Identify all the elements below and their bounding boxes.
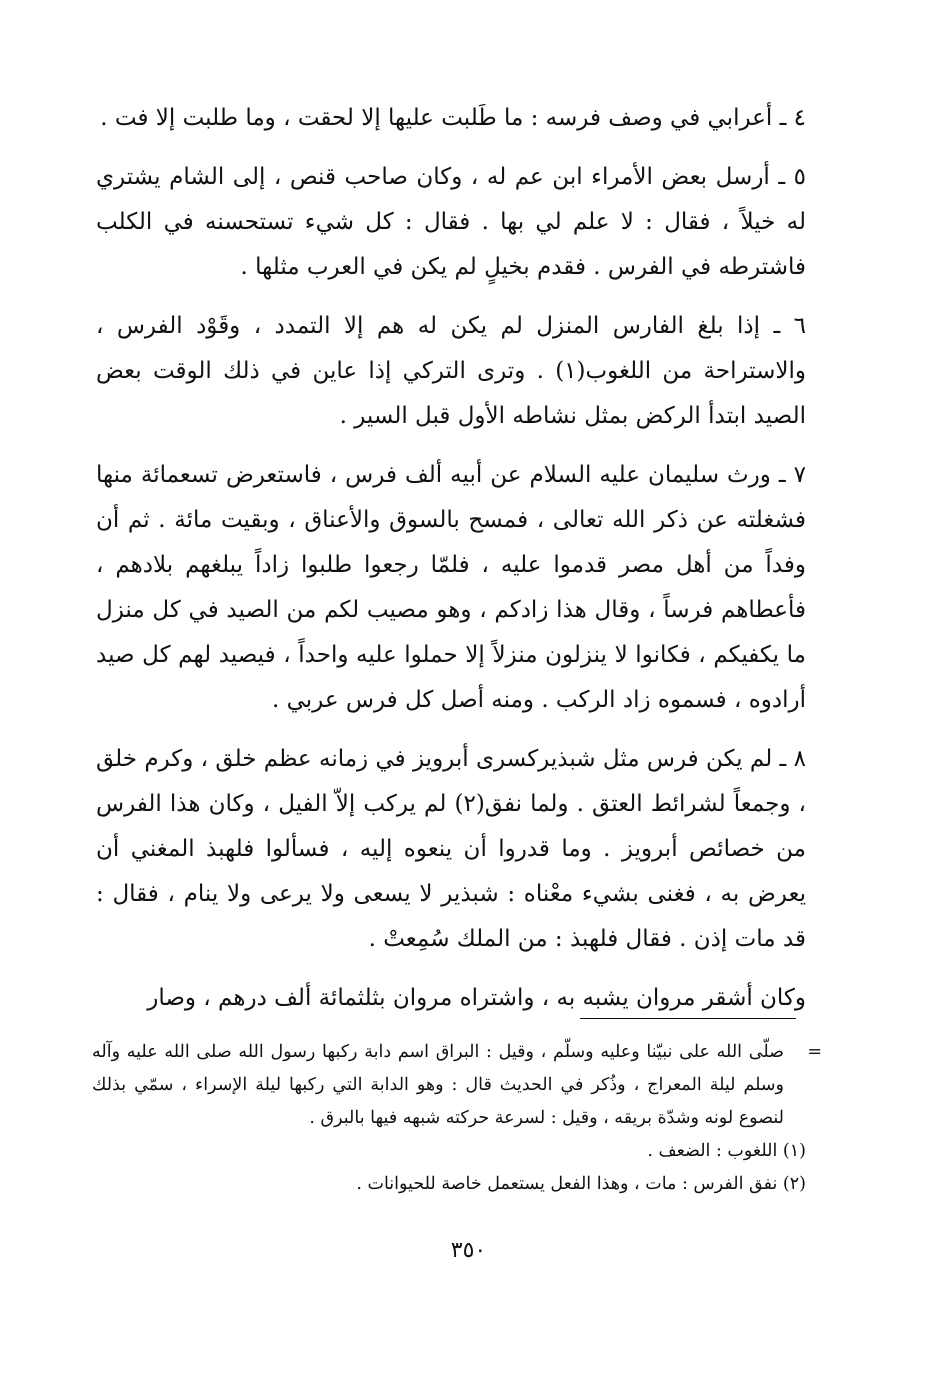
footnote-separator (580, 1018, 796, 1019)
footnote-continuation: صلّى الله على نبيّنا وعليه وسلّم ، وقيل : البراق اسم دابة ركبها رسول الله صلى الله عليه وآله وسلم ليلة المعراج ، وذُكر في الحديث قال : وهو الدابة التي ركبها ليلة الإسراء ، سمّي بذلك لنصوع لونه وشدّة بريقه ، وقيل : لسرعة حركته شبهه فيها بالبرق . (92, 1042, 784, 1128)
footnote-1: (١) اللغوب : الضعف . (647, 1141, 806, 1161)
paragraph-continuation: وكان أشقر مروان يشبه به ، واشتراه مروان بثلثمائة ألف درهم ، وصار (147, 985, 806, 1011)
paragraph-6: ٦ ـ إذا بلغ الفارس المنزل لم يكن له هم إلا التمدد ، وقَوْد الفرس ، والاستراحة من اللغوب(١) . وترى التركي إذا عاين في ذلك الوقت بعض الصيد ابتدأ الركض بمثل نشاطه الأول قبل السير . (96, 313, 806, 429)
paragraph-8: ٨ ـ لم يكن فرس مثل شبذيركسرى أبرويز في زمانه عظم خلق ، وكرم خلق ، وجمعاً لشرائط العتق . ولما نفق(٢) لم يركب إلاّ الفيل ، وكان هذا الفرس من خصائص أبرويز . وما قدروا أن ينعوه إليه ، فسألوا فلهبذ المغني أن يعرض به ، فغنى بشيء معْناه : شبذير لا يسعى ولا يرعى ولا ينام ، فقال : قد مات إذن . فقال فلهبذ : من الملك سُمِعتْ . (96, 746, 806, 952)
footnote-2: (٢) نفق الفرس : مات ، وهذا الفعل يستعمل خاصة للحيوانات . (356, 1174, 806, 1194)
paragraph-4: ٤ ـ أعرابي في وصف فرسه : ما طَلبت عليها إلا لحقت ، وما طلبت إلا فت . (100, 105, 806, 131)
main-text (96, 96, 806, 1035)
footnotes (92, 1036, 822, 1201)
page-number: ٣٥٠ (450, 1238, 487, 1263)
paragraph-5: ٥ ـ أرسل بعض الأمراء ابن عم له ، وكان صاحب قنص ، إلى الشام يشتري له خيلاً ، فقال : لا علم لي بها . فقال : كل شيء تستحسنه في الكلب فاشترطه في الفرس . فقدم بخيلٍ لم يكن في العرب مثلها . (96, 164, 806, 280)
footnote-continuation-mark: = (807, 1042, 822, 1062)
paragraph-7: ٧ ـ ورث سليمان عليه السلام عن أبيه ألف فرس ، فاستعرض تسعمائة منها فشغلته عن ذكر الله تعالى ، فمسح بالسوق والأعناق ، وبقيت مائة . ثم أن وفداً من أهل مصر قدموا عليه ، فلمّا رجعوا طلبوا زاداً يبلغهم بلادهم ، فأعطاهم فرساً ، وقال هذا زادكم ، وهو مصيب لكم من الصيد في كل منزل ما يكفيكم ، فكانوا لا ينزلون منزلاً إلا حملوا عليه واحداً ، فيصيد لهم كل صيد أرادوه ، فسموه زاد الركب . ومنه أصل كل فرس عربي . (96, 462, 806, 713)
